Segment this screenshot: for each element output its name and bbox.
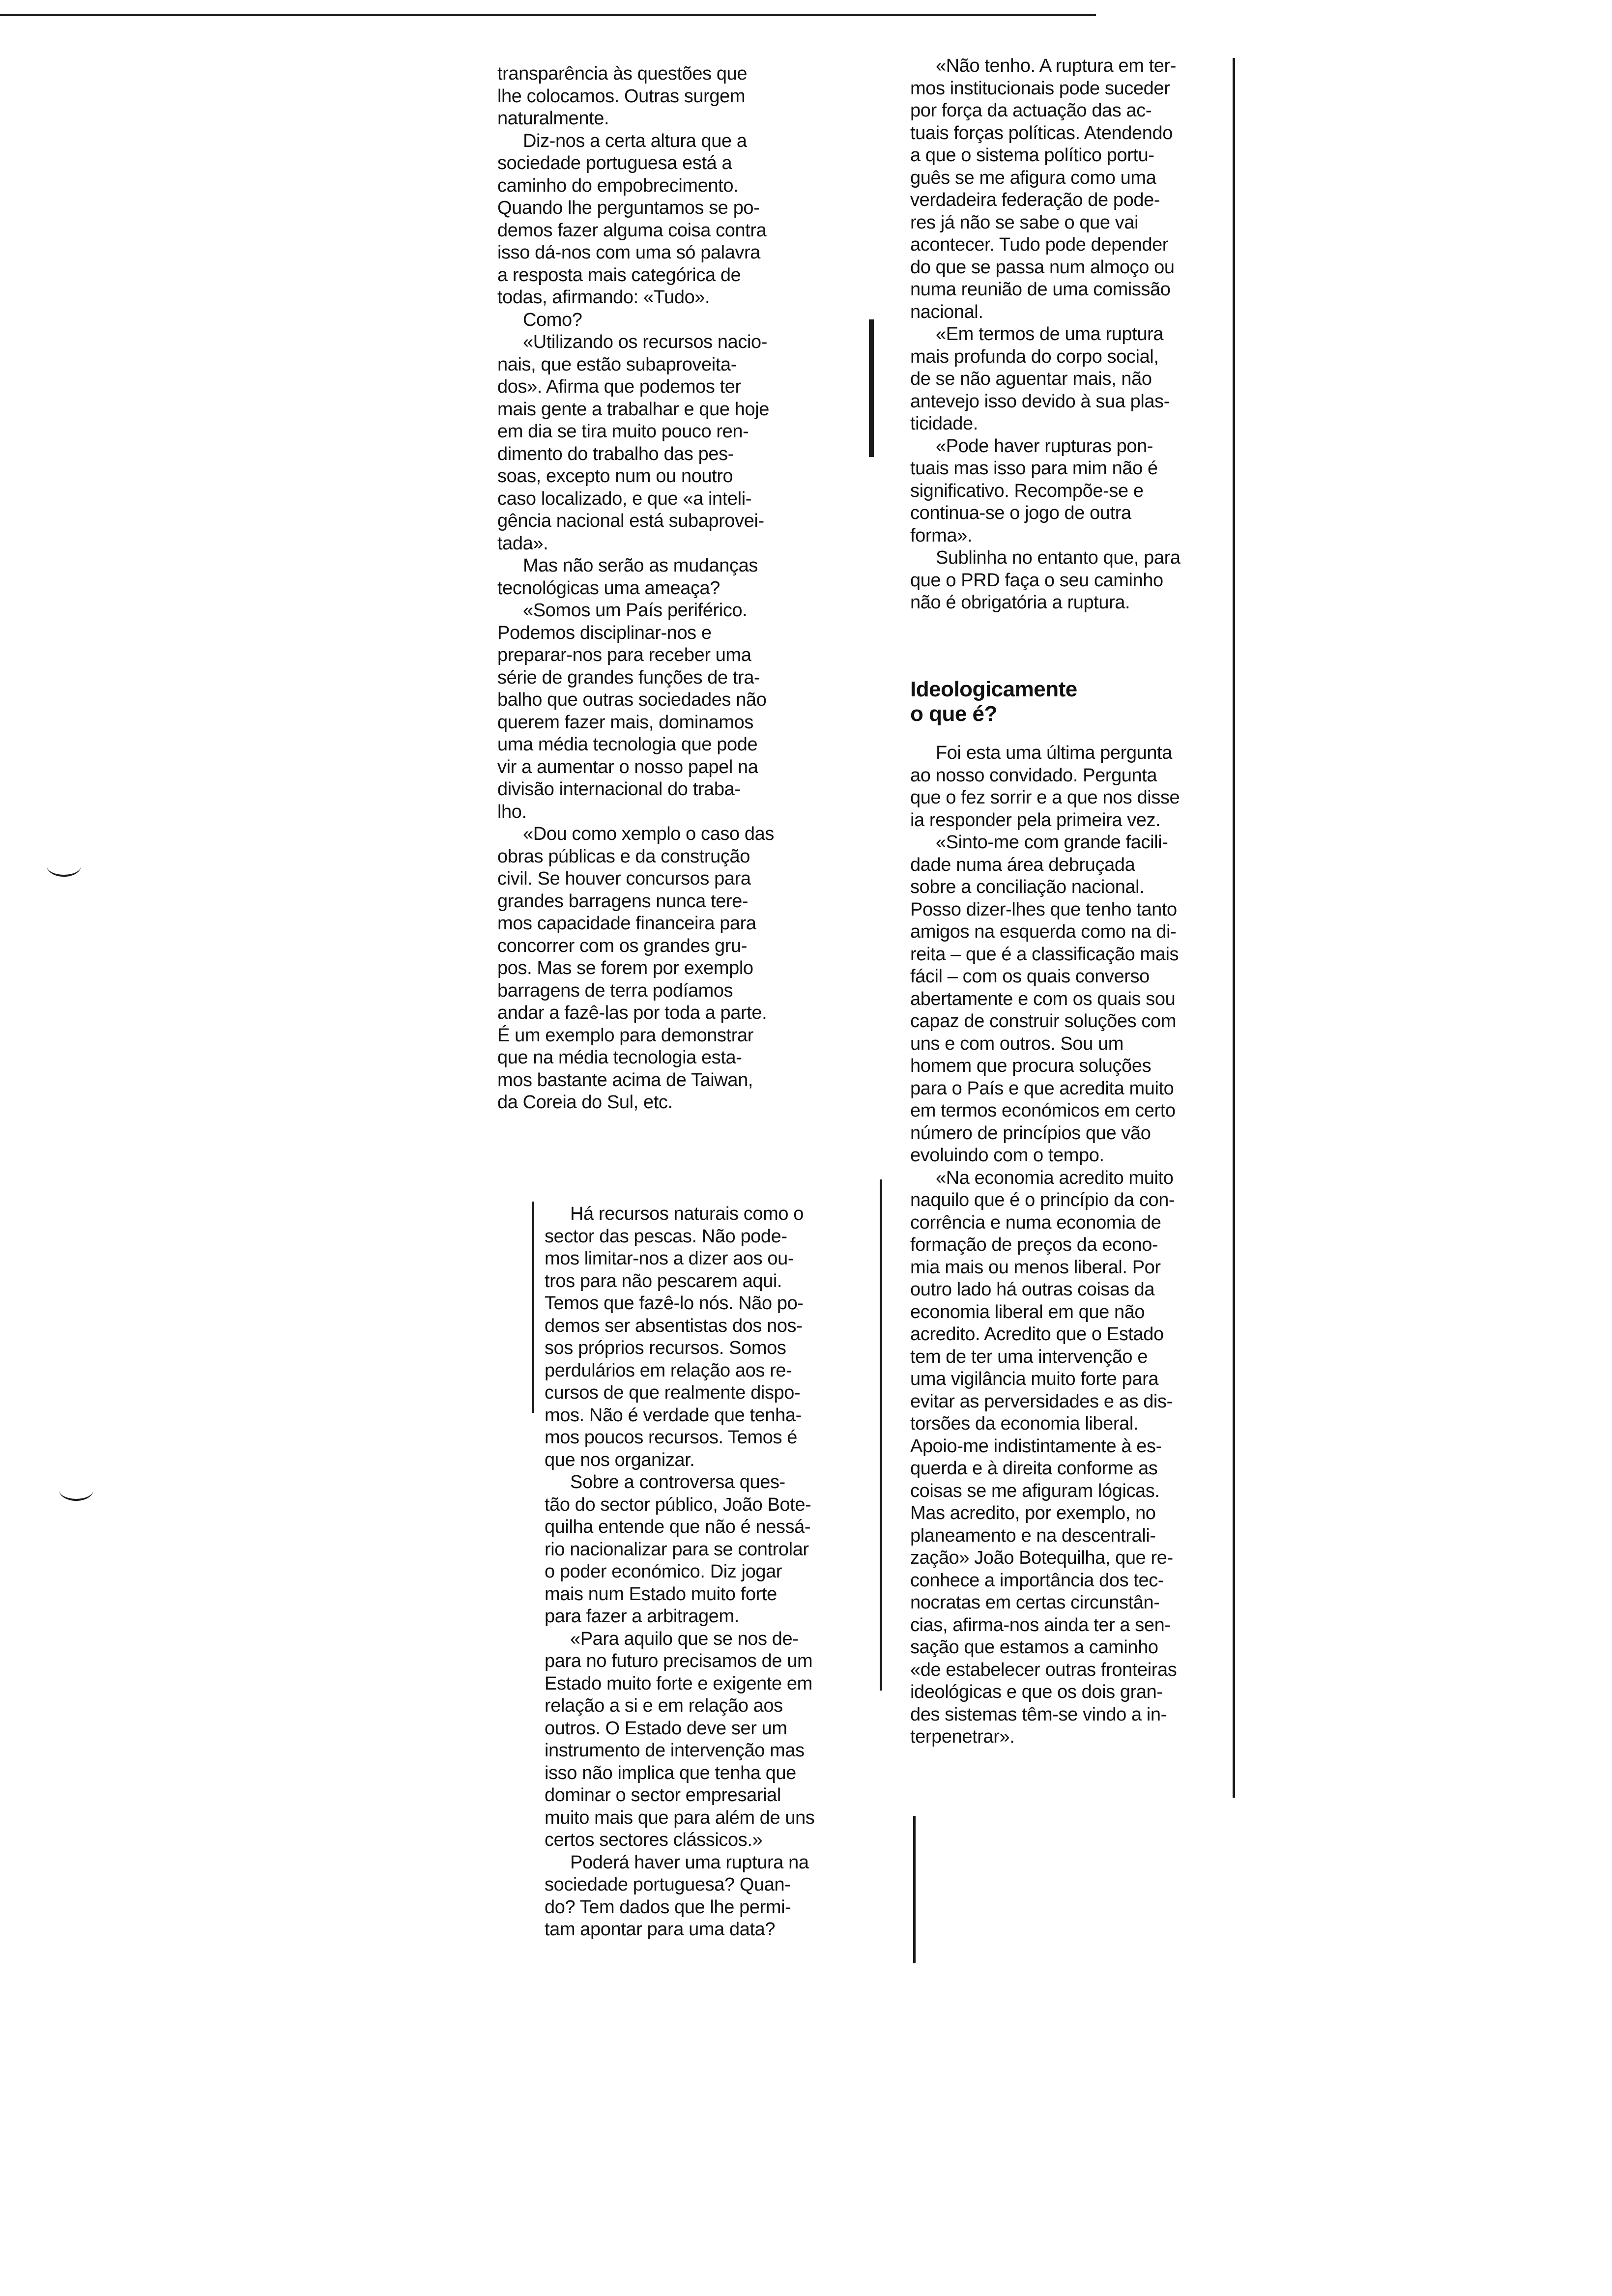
text-line: «Somos um País periférico.: [523, 600, 748, 621]
paragraph: [497, 331, 851, 555]
margin-mark: [47, 855, 81, 877]
text-line: da Coreia do Sul, etc.: [497, 1092, 673, 1113]
text-line: série de grandes funções de tra-: [497, 667, 760, 688]
text-line: gência nacional está subaprovei-: [497, 511, 764, 531]
text-line: que na média tecnologia esta-: [497, 1047, 742, 1068]
paragraph: [910, 547, 1235, 614]
text-line: homem que procura soluções: [910, 1056, 1151, 1076]
text-line: amigos na esquerda como na di-: [910, 921, 1177, 942]
paragraph: [910, 832, 1235, 1167]
text-line: É um exemplo para demonstrar: [497, 1025, 754, 1046]
text-line: número de princípios que vão: [910, 1122, 1151, 1144]
text-line: economia liberal em que não: [910, 1301, 1145, 1322]
text-line: uma vigilância muito forte para: [910, 1369, 1159, 1389]
paragraph: [545, 1852, 889, 1941]
paragraph: [545, 1628, 889, 1852]
text-line: quilha entende que não é nessá-: [545, 1517, 811, 1537]
text-line: «Sinto-me com grande facili-: [936, 832, 1168, 853]
right-column-top: [910, 55, 1235, 614]
text-line: certos sectores clássicos.»: [545, 1830, 763, 1850]
text-line: conhece a importância dos tec-: [910, 1570, 1164, 1591]
text-line: terpenetrar».: [910, 1726, 1015, 1747]
text-line: do que se passa num almoço ou: [910, 257, 1175, 278]
text-line: caminho do empobrecimento.: [497, 175, 739, 196]
text-line: sector das pescas. Não pode-: [545, 1226, 787, 1247]
text-line: evitar as perversidades e as dis-: [910, 1391, 1173, 1412]
text-line: mais num Estado muito forte: [545, 1583, 777, 1605]
text-line: obras públicas e da construção: [497, 846, 750, 867]
text-line: para o País e que acredita muito: [910, 1078, 1174, 1099]
text-line: para no futuro precisamos de um: [545, 1651, 813, 1671]
text-line: tuais mas isso para mim não é: [910, 458, 1158, 479]
text-line: lhe colocamos. Outras surgem: [497, 86, 746, 107]
text-line: transparência às questões que: [497, 63, 748, 84]
text-line: tam apontar para uma data?: [545, 1919, 776, 1940]
text-line: pos. Mas se forem por exemplo: [497, 958, 753, 978]
column-rule-bottom-right: [913, 1816, 916, 1963]
text-line: a que o sistema político portu-: [910, 145, 1154, 166]
text-line: Quando lhe perguntamos se po-: [497, 198, 760, 218]
text-line: por força da actuação das ac-: [910, 100, 1152, 121]
text-line: tuais forças políticas. Atendendo: [910, 122, 1173, 144]
text-line: reita – que é a classificação mais: [910, 944, 1179, 965]
paragraph: [910, 435, 1235, 547]
text-line: para fazer a arbitragem.: [545, 1606, 739, 1627]
text-line: ao nosso convidado. Pergunta: [910, 765, 1157, 786]
paragraph: [545, 1203, 889, 1471]
text-line: mos capacidade financeira para: [497, 913, 756, 934]
text-line: que nos organizar.: [545, 1449, 695, 1470]
text-line: caso localizado, e que «a inteli-: [497, 488, 752, 509]
text-line: barragens de terra podíamos: [497, 980, 733, 1001]
text-line: mais gente a trabalhar e que hoje: [497, 399, 769, 420]
text-line: ia responder pela primeira vez.: [910, 809, 1161, 831]
paragraph: [910, 323, 1235, 435]
text-line: numa reunião de uma comissão: [910, 279, 1171, 300]
text-line: vir a aumentar o nosso papel na: [497, 756, 758, 777]
text-line: Temos que fazê-lo nós. Não po-: [545, 1293, 804, 1314]
text-line: muito mais que para além de uns: [545, 1807, 815, 1828]
text-line: ticidade.: [910, 413, 978, 434]
text-line: outros. O Estado deve ser um: [545, 1718, 787, 1739]
text-line: que o fez sorrir e a que nos disse: [910, 787, 1180, 808]
text-line: mos bastante acima de Taiwan,: [497, 1069, 753, 1091]
text-line: antevejo isso devido à sua plas-: [910, 391, 1170, 412]
text-line: o poder económico. Diz jogar: [545, 1561, 782, 1582]
text-line: lho.: [497, 801, 527, 822]
column-rule-lower-left: [532, 1202, 534, 1413]
text-line: verdadeira federação de pode-: [910, 190, 1160, 210]
text-line: demos fazer alguma coisa contra: [497, 220, 767, 241]
text-line: corrência e numa economia de: [910, 1212, 1161, 1233]
text-line: Podemos disciplinar-nos e: [497, 622, 712, 643]
text-line: sociedade portuguesa? Quan-: [545, 1874, 791, 1895]
text-line: mais profunda do corpo social,: [910, 346, 1159, 367]
text-line: sociedade portuguesa está a: [497, 153, 732, 173]
text-line: soas, excepto num ou noutro: [497, 466, 733, 487]
paragraph: [497, 130, 851, 309]
text-line: demos ser absentistas dos nos-: [545, 1315, 803, 1336]
text-line: acredito. Acredito que o Estado: [910, 1324, 1164, 1345]
text-line: Há recursos naturais como o: [570, 1204, 804, 1224]
text-line: «Em termos de uma ruptura: [936, 324, 1164, 344]
paragraph: [545, 1471, 889, 1628]
column-rule-lower-middle: [880, 1179, 882, 1691]
text-line: capaz de construir soluções com: [910, 1011, 1176, 1032]
text-line: «Dou como xemplo o caso das: [523, 824, 774, 844]
text-line: dominar o sector empresarial: [545, 1785, 781, 1806]
text-line: sobre a conciliação nacional.: [910, 877, 1145, 897]
text-line: acontecer. Tudo pode depender: [910, 234, 1169, 255]
text-line: sos próprios recursos. Somos: [545, 1338, 786, 1358]
text-line: «Pode haver rupturas pon-: [936, 435, 1153, 457]
text-line: Diz-nos a certa altura que a: [523, 130, 747, 151]
text-line: Sublinha no entanto que, para: [936, 547, 1180, 568]
text-line: cias, afirma-nos ainda ter a sen-: [910, 1614, 1171, 1636]
text-line: instrumento de intervenção mas: [545, 1740, 805, 1761]
text-line: mos poucos recursos. Temos é: [545, 1427, 797, 1448]
text-line: Posso dizer-lhes que tenho tanto: [910, 899, 1177, 920]
text-line: dimento do trabalho das pes-: [497, 443, 734, 464]
text-line: relação a si e em relação aos: [545, 1695, 783, 1716]
text-line: querda e à direita conforme as: [910, 1458, 1158, 1479]
text-line: querem fazer mais, dominamos: [497, 712, 754, 733]
section-heading: [910, 677, 1077, 726]
right-column-bottom: [910, 742, 1235, 1749]
text-line: tem de ter uma intervenção e: [910, 1346, 1148, 1367]
text-line: zação» João Botequilha, que re-: [910, 1548, 1173, 1568]
text-line: isso dá-nos com uma só palavra: [497, 242, 761, 263]
paragraph: [497, 600, 851, 823]
text-line: tão do sector público, João Bote-: [545, 1494, 811, 1515]
left-column: [497, 63, 851, 1114]
text-line: guês se me afigura como uma: [910, 167, 1156, 188]
text-line: torsões da economia liberal.: [910, 1413, 1139, 1434]
text-line: Mas não serão as mudanças: [523, 555, 758, 576]
text-line: Estado muito forte e exigente em: [545, 1673, 812, 1694]
text-line: não é obrigatória a ruptura.: [910, 592, 1130, 613]
text-line: tros para não pescarem aqui.: [545, 1270, 782, 1292]
text-line: a resposta mais categórica de: [497, 264, 741, 286]
column-rule-bar: [869, 319, 874, 457]
text-line: «Utilizando os recursos nacio-: [523, 332, 768, 352]
text-line: «Na economia acredito muito: [936, 1167, 1174, 1188]
text-line: nacional.: [910, 301, 983, 322]
text-line: em dia se tira muito pouco ren-: [497, 421, 749, 442]
text-line: continua-se o jogo de outra: [910, 503, 1131, 523]
text-line: de se não aguentar mais, não: [910, 369, 1152, 389]
text-line: naturalmente.: [497, 108, 609, 129]
heading-line: o que é?: [910, 702, 997, 726]
text-line: que o PRD faça o seu caminho: [910, 570, 1163, 591]
text-line: fácil – com os quais converso: [910, 966, 1150, 987]
text-line: tecnológicas uma ameaça?: [497, 577, 720, 599]
text-line: perdulários em relação aos re-: [545, 1360, 792, 1381]
text-line: sação que estamos a caminho: [910, 1637, 1158, 1658]
text-line: planeamento e na descentrali-: [910, 1525, 1156, 1546]
text-line: nocratas em certas circunstân-: [910, 1592, 1160, 1613]
text-line: significativo. Recompõe-se e: [910, 480, 1144, 501]
text-line: Sobre a controversa ques-: [570, 1472, 785, 1492]
text-line: mia mais ou menos liberal. Por: [910, 1257, 1161, 1278]
text-line: balho que outras sociedades não: [497, 689, 767, 710]
text-line: des sistemas têm-se vindo a in-: [910, 1704, 1167, 1725]
text-line: Como?: [523, 309, 582, 330]
text-line: forma».: [910, 525, 973, 546]
paragraph: [497, 823, 851, 1114]
text-line: mos limitar-nos a dizer aos ou-: [545, 1248, 794, 1269]
text-line: todas, afirmando: «Tudo».: [497, 287, 710, 308]
text-line: Mas acredito, por exemplo, no: [910, 1503, 1156, 1523]
text-line: naquilo que é o princípio da con-: [910, 1190, 1175, 1210]
text-line: coisas se me afiguram lógicas.: [910, 1480, 1160, 1501]
text-line: formação de preços da econo-: [910, 1234, 1158, 1255]
lower-left-column: [545, 1203, 889, 1941]
text-line: dos». Afirma que podemos ter: [497, 376, 741, 397]
text-line: isso não implica que tenha que: [545, 1762, 796, 1783]
text-line: ideológicas e que os dois gran-: [910, 1682, 1163, 1702]
text-line: «Não tenho. A ruptura em ter-: [936, 56, 1177, 76]
text-line: grandes barragens nunca tere-: [497, 890, 748, 912]
paragraph: [497, 555, 851, 600]
paragraph: [497, 309, 851, 332]
text-line: abertamente e com os quais sou: [910, 988, 1176, 1009]
text-line: tada».: [497, 533, 548, 554]
text-line: mos. Não é verdade que tenha-: [545, 1405, 802, 1426]
text-line: nais, que estão subaproveita-: [497, 354, 737, 375]
margin-mark: [59, 1479, 93, 1501]
text-line: evoluindo com o tempo.: [910, 1145, 1104, 1166]
text-line: concorrer com os grandes gru-: [497, 935, 747, 956]
text-line: do? Tem dados que lhe permi-: [545, 1896, 791, 1918]
text-line: «de estabelecer outras fronteiras: [910, 1659, 1177, 1680]
text-line: mos institucionais pode suceder: [910, 78, 1170, 99]
text-line: preparar-nos para receber uma: [497, 645, 751, 665]
text-line: outro lado há outras coisas da: [910, 1279, 1155, 1300]
text-line: divisão internacional do traba-: [497, 779, 741, 800]
column-rule-right-edge: [1233, 58, 1235, 1798]
text-line: civil. Se houver concursos para: [497, 868, 751, 889]
text-line: em termos económicos em certo: [910, 1100, 1176, 1121]
text-line: Apoio-me indistintamente à es-: [910, 1435, 1162, 1457]
paragraph: [910, 55, 1235, 323]
top-rule: [0, 14, 1096, 16]
paragraph: [910, 1167, 1235, 1749]
heading-line: Ideologicamente: [910, 677, 1077, 701]
paragraph: [497, 63, 851, 130]
text-line: res já não se sabe o que vai: [910, 212, 1139, 233]
text-line: uns e com outros. Sou um: [910, 1033, 1123, 1054]
text-line: andar a fazê-las por toda a parte.: [497, 1003, 767, 1023]
text-line: Foi esta uma última pergunta: [936, 743, 1172, 763]
text-line: uma média tecnologia que pode: [497, 734, 758, 755]
text-line: cursos de que realmente dispo-: [545, 1382, 801, 1403]
text-line: Poderá haver uma ruptura na: [570, 1852, 809, 1873]
text-line: rio nacionalizar para se controlar: [545, 1539, 809, 1560]
text-line: dade numa área debruçada: [910, 854, 1135, 875]
text-line: «Para aquilo que se nos de-: [570, 1628, 799, 1649]
paragraph: [910, 742, 1235, 832]
